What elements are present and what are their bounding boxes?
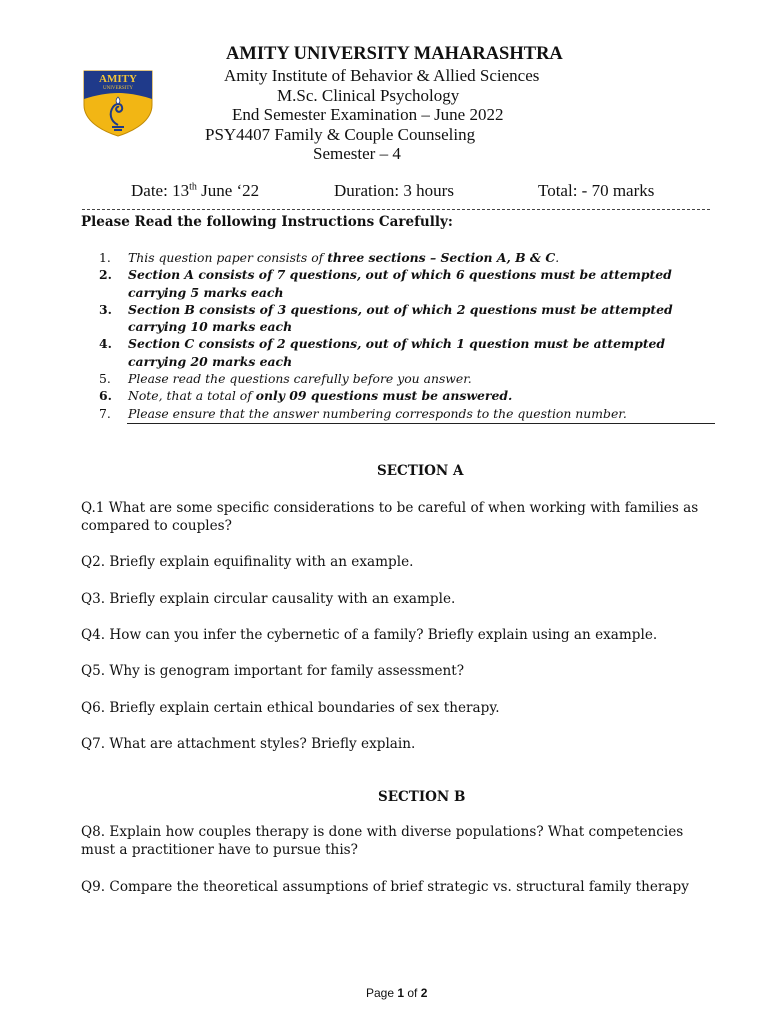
instructions-underline xyxy=(127,423,715,424)
instructions-title: Please Read the following Instructions Carefully: xyxy=(81,214,453,230)
question-item: Q9. Compare the theoretical assumptions of brief strategic vs. structural family therapy xyxy=(81,879,689,895)
question-item: Q7. What are attachment styles? Briefly explain. xyxy=(81,736,416,752)
page-number-footer: Page 1 of 2 xyxy=(366,986,428,1000)
semester-label: Semester – 4 xyxy=(313,144,401,163)
question-item: Q3. Briefly explain circular causality with an example. xyxy=(81,591,456,607)
university-name: AMITY UNIVERSITY MAHARASHTRA xyxy=(226,44,563,64)
university-logo xyxy=(82,69,154,137)
question-item: Q6. Briefly explain certain ethical boundaries of sex therapy. xyxy=(81,700,500,716)
institute-name: Amity Institute of Behavior & Allied Sciences xyxy=(224,66,540,85)
question-item: Q2. Briefly explain equifinality with an example. xyxy=(81,554,414,570)
programme-name: M.Sc. Clinical Psychology xyxy=(277,86,460,105)
exam-date: Date: 13th June ‘22 xyxy=(131,181,260,200)
instruction-item: 3. Section B consists of 3 questions, out of which 2 questions must be attempted carrying 10 marks each xyxy=(99,301,673,335)
instruction-item: 6. Note, that a total of only 09 questions must be answered. xyxy=(99,388,513,404)
exam-duration: Duration: 3 hours xyxy=(334,181,454,200)
question-item: Q4. How can you infer the cybernetic of a family? Briefly explain using an example. xyxy=(81,627,658,643)
logo-text-university: UNIVERSITY xyxy=(103,86,133,91)
section-b-title: SECTION B xyxy=(378,789,466,805)
exam-name: End Semester Examination – June 2022 xyxy=(232,105,504,124)
instruction-item: 4. Section C consists of 2 questions, out of which 1 question must be attempted carrying 20 marks each xyxy=(99,336,666,369)
instruction-item: 1. This question paper consists of three sections – Section A, B & C. xyxy=(99,250,560,265)
instruction-item: 7. Please ensure that the answer numbering corresponds to the question number. xyxy=(99,405,627,421)
instruction-item: 5. Please read the questions carefully before you answer. xyxy=(99,371,472,387)
question-item: Q5. Why is genogram important for family assessment? xyxy=(81,663,464,679)
exam-total-marks: Total: - 70 marks xyxy=(538,181,655,200)
course-name: PSY4407 Family & Couple Counseling xyxy=(205,125,476,144)
dashed-divider xyxy=(82,209,710,210)
section-a-title: SECTION A xyxy=(377,463,464,479)
instruction-item: 2. Section A consists of 7 questions, out of which 6 questions must be attempted carrying 5 marks each xyxy=(99,267,672,300)
logo-text-amity: AMITY xyxy=(99,73,137,85)
question-item: Q.1 What are some specific considerations to be careful of when working with families as compared to couples? xyxy=(81,500,699,534)
instructions-list xyxy=(99,249,719,422)
question-item: Q8. Explain how couples therapy is done with diverse populations? What competencies must a practitioner have to pursue this? xyxy=(81,824,684,858)
